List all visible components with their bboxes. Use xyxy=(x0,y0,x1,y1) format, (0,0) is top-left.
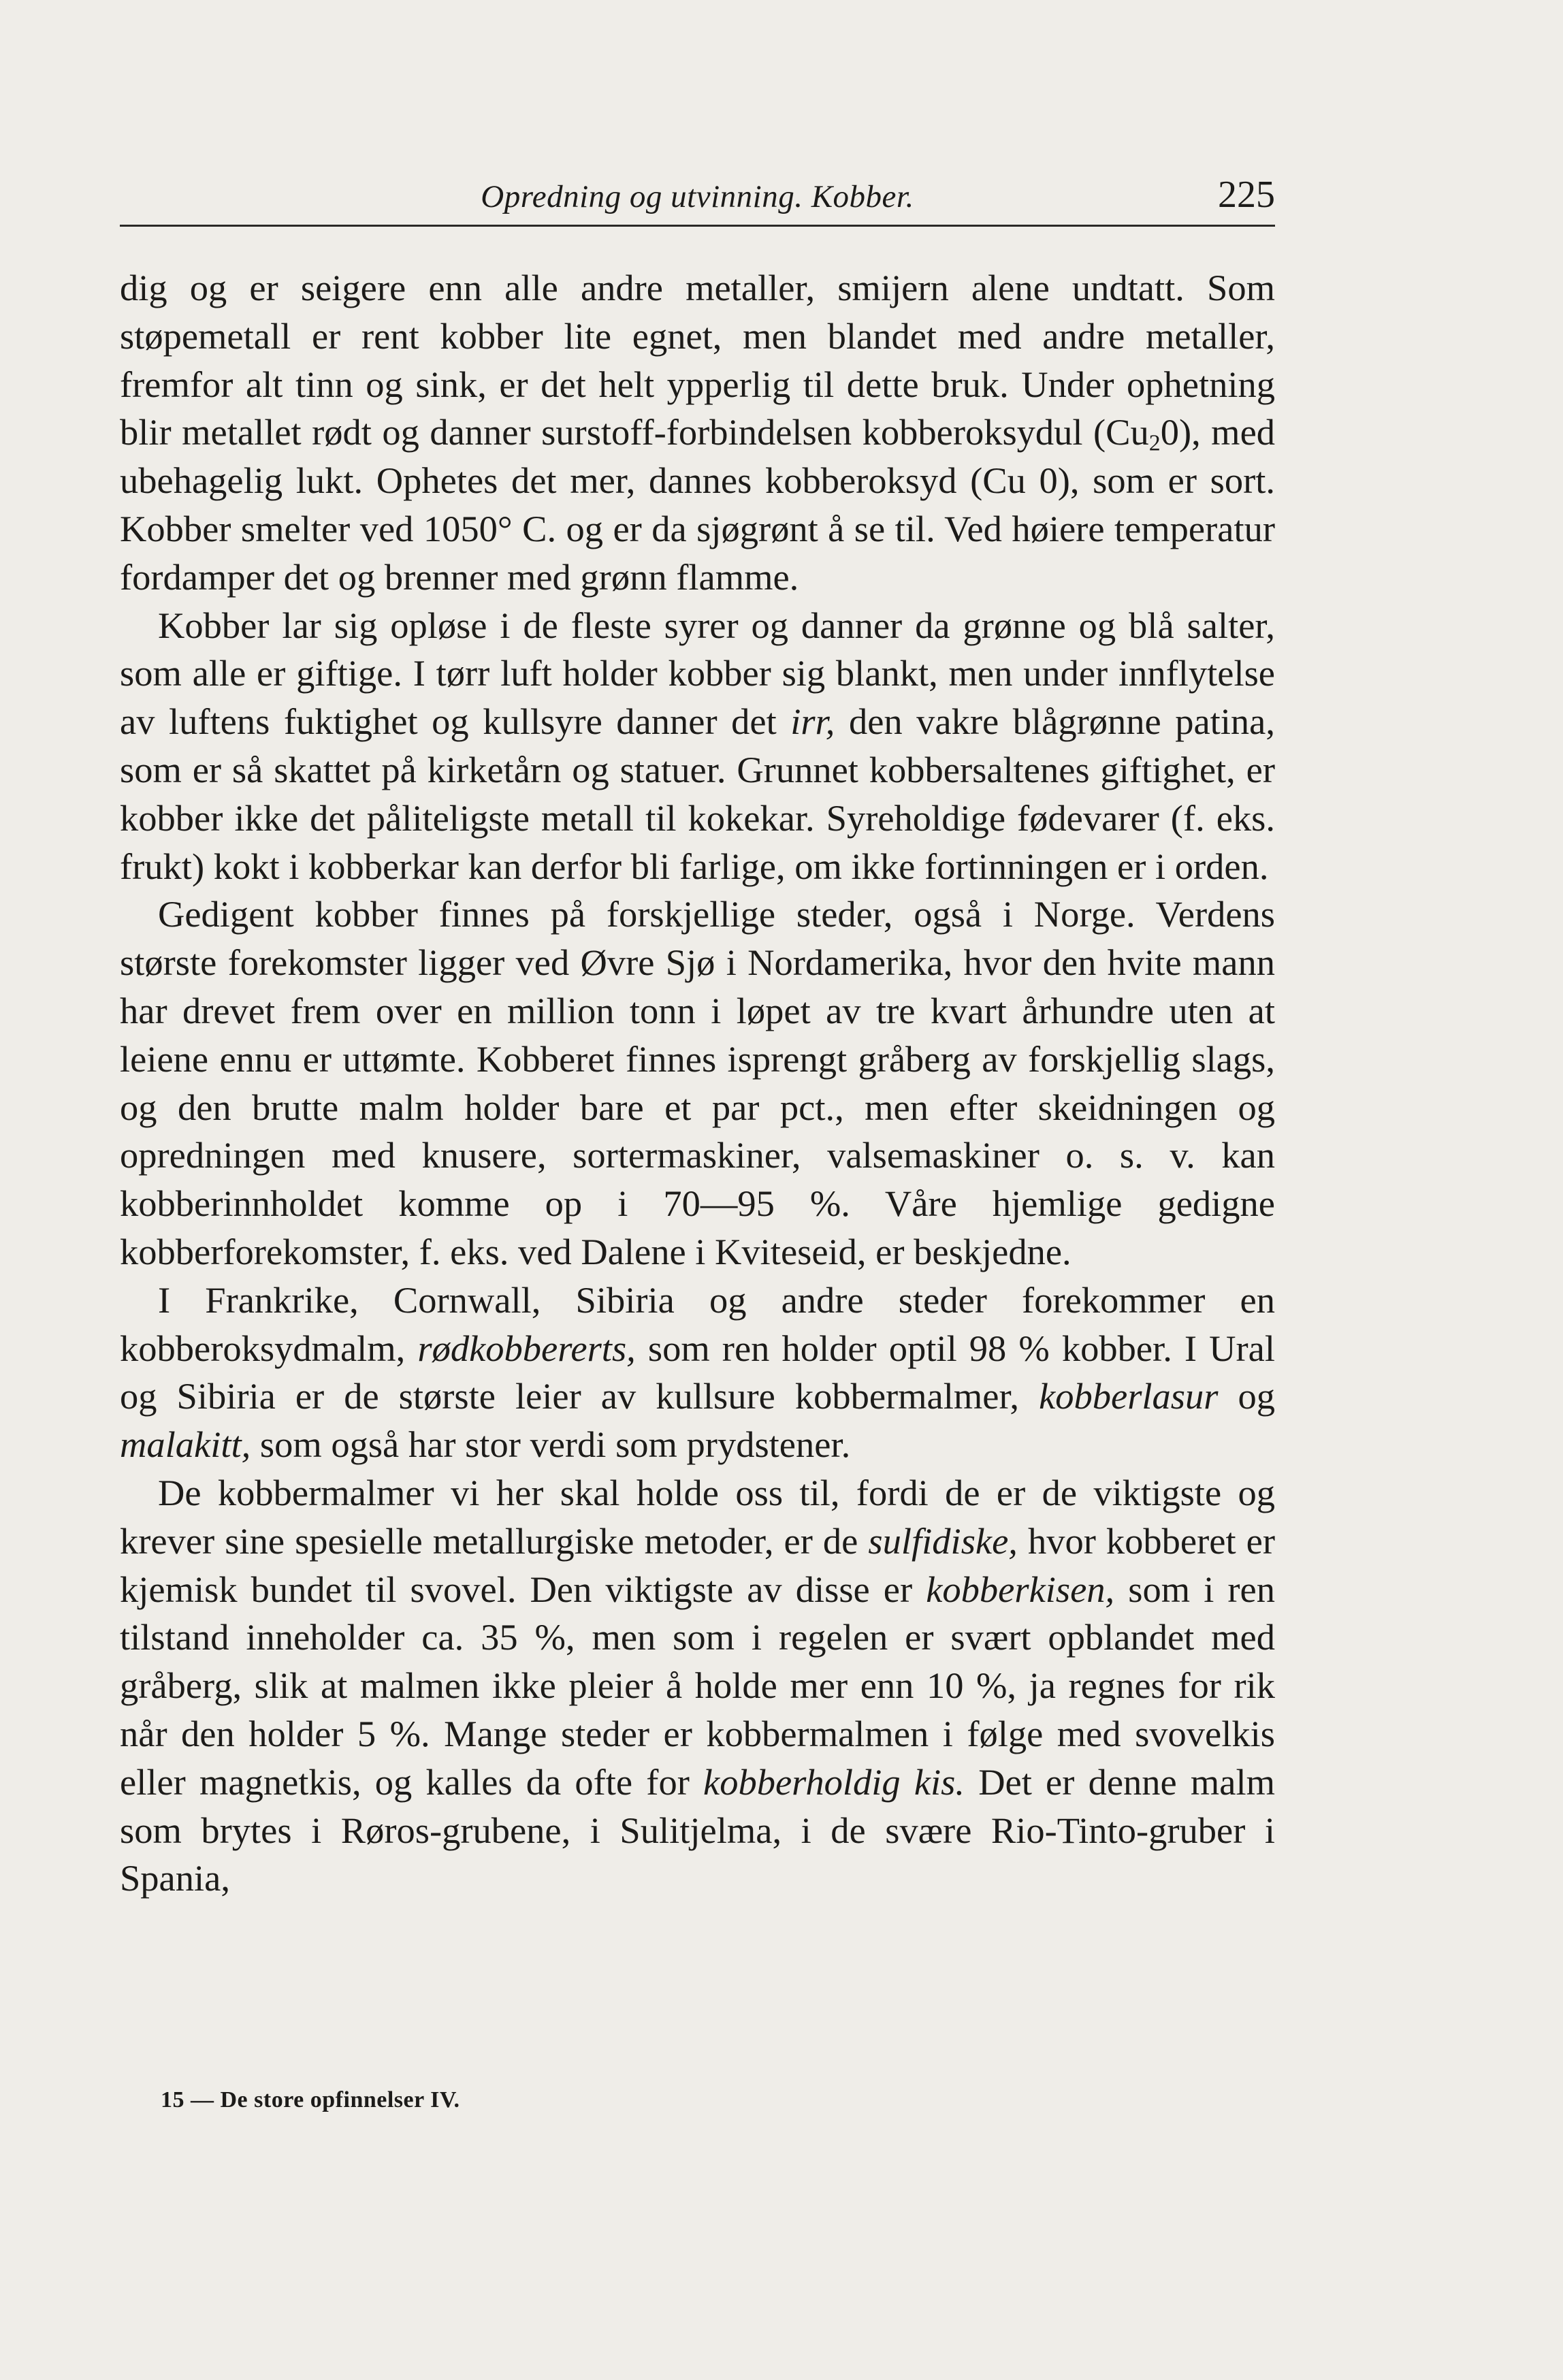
text-run: Kobber lar sig opløse i de fleste syrer og danner da grønne og blå salter, som alle er giftige. I tørr luft holder kobber sig blankt, men under innflytelse av luftens fuktighet og kullsyre danner det xyxy=(120,604,1275,743)
running-title: Opredning og utvinning. Kobber. xyxy=(481,179,914,214)
italic-term: malakitt, xyxy=(120,1424,251,1466)
text-run: Det er denne malm som brytes i Røros-grubene, i Sulitjelma, i de svære Rio-Tinto-gruber i Spania, xyxy=(120,1760,1275,1899)
page-number: 225 xyxy=(1218,174,1275,216)
paragraph xyxy=(120,1276,1275,1469)
text-run: som også har stor verdi som prydstener. xyxy=(251,1424,851,1466)
paragraph xyxy=(120,264,1275,602)
text-run: som ren holder optil 98 % kobber. I Ural og Sibiria er de største leier av kullsure kobbermalmer, xyxy=(120,1327,1275,1417)
text-run: Gedigent kobber finnes på forskjellige steder, også i Norge. Verdens største forekomster ligger ved Øvre Sjø i Nordamerika, hvor den hvite mann har drevet frem over en million tonn i løpet av tre kvart århundre uten at leiene ennu er uttømte. Kobberet finnes isprengt gråberg av forskjellig slags, og den brutte malm holder bare et par pct., men efter skeidningen og opredningen med knusere, sortermaskiner, valsemaskiner o. s. v. kan kobberinnholdet komme op i 70—95 %. Våre hjemlige gedigne kobberforekomster, f. eks. ved Dalene i Kviteseid, er beskjedne. xyxy=(120,893,1275,1272)
text-run: I Frankrike, Cornwall, Sibiria og andre steder forekommer en kobberoksydmalm, xyxy=(120,1279,1275,1369)
paragraph xyxy=(120,1469,1275,1903)
text-run: og xyxy=(1218,1375,1275,1417)
italic-term: rødkobbererts, xyxy=(417,1327,636,1369)
italic-term: sulfidiske, xyxy=(868,1519,1018,1562)
text-run: hvor kobberet er kjemisk bundet til svovel. Den viktigste av disse er xyxy=(120,1519,1275,1610)
text-run: dig og er seigere enn alle andre metaller, smijern alene undtatt. Som støpemetall er rent kobber lite egnet, men blandet med andre metaller, fremfor alt tinn og sink, er det helt ypperlig til dette bruk. Under ophetning blir metallet rødt og danner surstoff-forbindelsen kobberoksydul (Cu xyxy=(120,267,1275,453)
italic-term: kobberlasur xyxy=(1039,1375,1219,1417)
italic-term: irr, xyxy=(790,701,835,743)
text-run: den vakre blågrønne patina, som er så skattet på kirketårn og statuer. Grunnet kobbersaltenes giftighet, er kobber ikke det påliteligste metall til kokekar. Syreholdige fødevarer (f. eks. frukt) kokt i kobberkar kan derfor bli farlige, om ikke fortinningen er i orden. xyxy=(120,701,1275,887)
text-run: som i ren tilstand inneholder ca. 35 %, men som i regelen er svært opblandet med gråberg, slik at malmen ikke pleier å holde mer enn 10 %, ja regnes for rik når den holder 5 %. Mange steder er kobbermalmen i følge med svovelkis eller magnetkis, og kalles da ofte for xyxy=(120,1568,1275,1803)
text-run: 0), med ubehagelig lukt. Ophetes det mer, dannes kobberoksyd (Cu 0), som er sort. Kobber smelter ved 1050° C. og er da sjøgrønt å se til. Ved høiere temperatur fordamper det og brenner med grønn flamme. xyxy=(120,411,1276,598)
running-header xyxy=(120,170,1275,227)
paragraph xyxy=(120,890,1275,1276)
paragraph xyxy=(120,602,1275,891)
italic-term: kobberholdig kis. xyxy=(703,1760,965,1803)
text-run: De kobbermalmer vi her skal holde oss til, fordi de er de viktigste og krever sine spesielle metallurgiske metoder, er de xyxy=(120,1471,1275,1562)
printer-signature: 15 — De store opfinnelser IV. xyxy=(161,2087,460,2112)
subscript: 2 xyxy=(1148,430,1161,456)
body-text xyxy=(120,264,1275,1903)
italic-term: kobberkisen, xyxy=(926,1568,1115,1610)
